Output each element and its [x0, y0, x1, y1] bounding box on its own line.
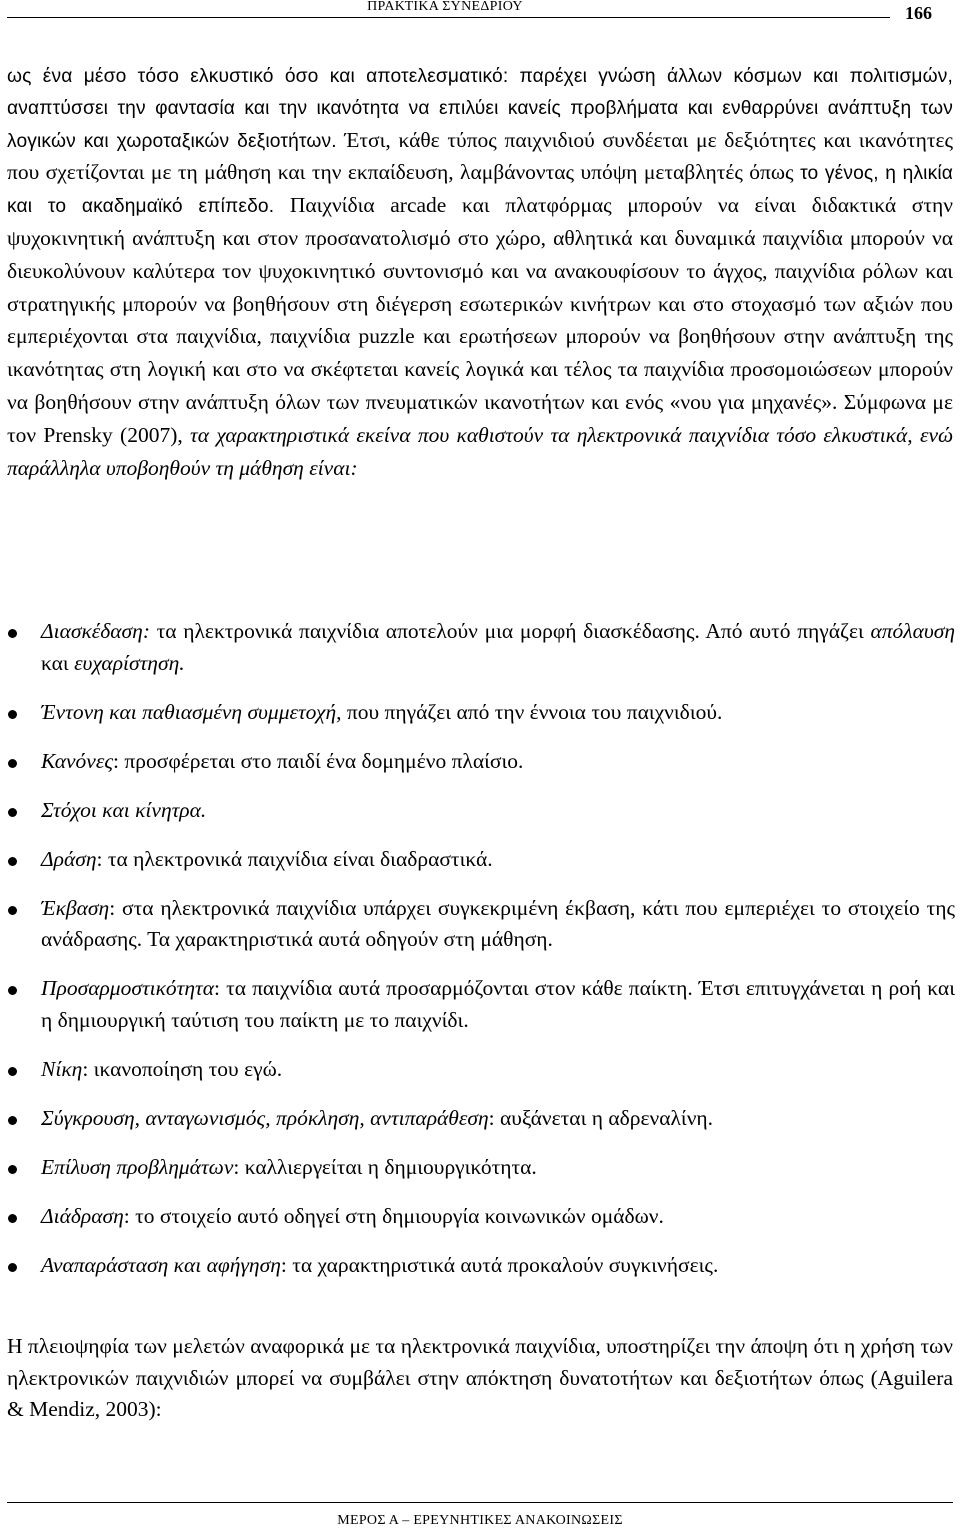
- bullet-icon: [8, 986, 17, 995]
- feature-term: Προσαρμοστικότητα: [41, 976, 215, 1000]
- feature-italic: απόλαυση: [870, 619, 955, 643]
- list-item: [0, 893, 955, 956]
- feature-term: Έκβαση: [41, 895, 110, 920]
- feature-text: : τα χαρακτηριστικά αυτά προκαλούν συγκινήσεις.: [280, 1252, 719, 1277]
- features-list: [0, 616, 955, 1299]
- feature-term: Διάδραση: [41, 1203, 124, 1228]
- list-item: [0, 616, 955, 679]
- feature-term: Στόχοι και κίνητρα.: [41, 797, 207, 822]
- intro-serif-text-2: Παιχνίδια arcade και πλατφόρμας μπορούν να είναι διδακτικά στην ψυχοκινητική ανάπτυξη και στον προσανατολισμό στο χώρο, αθλητικά και δυναμικά παιχνίδια μπορούν να διευκολύνουν καλύτερα τον ψυχοκινητικό συντονισμό και να ανακουφίσουν το άγχος, παιχνίδια ρόλων και στρατηγικής μπορούν να βοηθήσουν στη διέγερση εσωτερικών κινήτρων και στο στοχασμό των αξιών που εμπεριέχονται στα παιχνίδια, παιχνίδια puzzle και ερωτήσεων μπορούν να βοηθήσουν στην ανάπτυξη της ικανότητας στη λογική και στο να σκέφτεται κανείς λογικά και τέλος τα παιχνίδια προσομοιώσεων μπορούν να βοηθήσουν στην ανάπτυξη όλων των πνευματικών ικανοτήτων και ενός «νου για μηχανές».: [7, 193, 953, 414]
- list-item: [0, 1103, 955, 1135]
- bullet-icon: [8, 1165, 17, 1174]
- feature-text: : τα ηλεκτρονικά παιχνίδια είναι διαδραστικά.: [96, 846, 493, 871]
- closing-paragraph: Η πλειοψηφία των μελετών αναφορικά με τα ηλεκτρονικά παιχνίδια, υποστηρίζει την άποψη ότι η χρήση των ηλεκτρονικών παιχνιδιών μπορεί να συμβάλει στην απόκτηση δυνατοτήτων και δεξιοτήτων όπως (Aguilera & Mendiz, 2003):: [7, 1334, 953, 1422]
- bullet-icon: [8, 857, 17, 866]
- intro-sans-text: ως ένα μέσο τόσο ελκυστικό όσο και αποτελεσματικό: παρέχει γνώση άλλων κόσμων και πολιτισμών, αναπτύσσει την φαντασία και την ικανότητα να επιλύει κανείς προβλήματα και ενθαρρύνει ανάπτυξη των λογικών και χωροταξικών δεξιοτήτων.: [7, 66, 953, 152]
- bullet-icon: [8, 808, 17, 817]
- list-item: [0, 973, 955, 1036]
- list-item: [0, 844, 955, 876]
- feature-term: Διασκέδαση:: [41, 619, 150, 643]
- bullet-icon: [8, 1263, 17, 1272]
- bullet-icon: [8, 1067, 17, 1076]
- feature-term: Δράση: [41, 846, 97, 871]
- list-item: [0, 1201, 955, 1233]
- feature-text: που πηγάζει από την έννοια του παιχνιδιού.: [341, 699, 723, 724]
- feature-text: τα ηλεκτρονικά παιχνίδια αποτελούν μια μορφή διασκέδασης. Από αυτό πηγάζει: [149, 619, 871, 643]
- feature-text: : προσφέρεται στο παιδί ένα δομημένο πλαίσιο.: [113, 748, 524, 773]
- feature-term: Νίκη: [41, 1056, 83, 1081]
- list-item: [0, 795, 955, 827]
- intro-sans-text-2: το γένος, η ηλικία και το ακαδημαϊκό επίπεδο.: [7, 163, 953, 218]
- feature-text: : τα παιχνίδια αυτά προσαρμόζονται στον κάθε παίκτη. Έτσι επιτυγχάνεται η ροή και η δημιουργική ταύτιση του παίκτη με το παιχνίδι.: [41, 976, 955, 1032]
- list-item: [0, 746, 955, 778]
- feature-term: Σύγκρουση, ανταγωνισμός, πρόκληση, αντιπαράθεση: [41, 1105, 489, 1130]
- feature-text: : καλλιεργείται η δημιουργικότητα.: [233, 1154, 537, 1179]
- bullet-icon: [8, 1214, 17, 1223]
- intro-italic-text: τα χαρακτηριστικά εκείνα που καθιστούν τα ηλεκτρονικά παιχνίδια τόσο ελκυστικά, ενώ παράλληλα υποβοηθούν τη μάθηση είναι:: [7, 422, 953, 480]
- page-number: 166: [905, 3, 932, 23]
- footer-rule: [7, 1502, 953, 1503]
- feature-text: : το στοιχείο αυτό οδηγεί στη δημιουργία κοινωνικών ομάδων.: [123, 1203, 664, 1228]
- feature-term: Έντονη και παθιασμένη συμμετοχή,: [41, 699, 342, 724]
- list-item: [0, 1152, 955, 1184]
- list-item: [0, 1250, 955, 1282]
- feature-term: Επίλυση προβλημάτων: [41, 1154, 234, 1179]
- feature-text: : στα ηλεκτρονικά παιχνίδια υπάρχει συγκεκριμένη έκβαση, κάτι που εμπεριέχει το στοιχείο της ανάδρασης. Τα χαρακτηριστικά αυτά οδηγούν στη μάθηση.: [41, 895, 955, 951]
- bullet-icon: [8, 759, 17, 768]
- feature-text: : ικανοποίηση του εγώ.: [82, 1056, 283, 1081]
- intro-paragraph: [7, 61, 953, 485]
- bullet-icon: [8, 710, 17, 719]
- feature-text: : αυξάνεται η αδρεναλίνη.: [488, 1105, 714, 1130]
- intro-serif-text-1: Έτσι, κάθε τύπος παιχνιδιού συνδέεται με δεξιότητες και ικανότητες που σχετίζονται με τη μάθηση και την εκπαίδευση, λαμβάνοντας υπόψη μεταβλητές όπως: [7, 127, 953, 185]
- bullet-icon: [8, 629, 17, 638]
- feature-italic: ευχαρίστηση.: [74, 650, 185, 675]
- feature-term: Αναπαράσταση και αφήγηση: [41, 1252, 281, 1277]
- list-item: [0, 1054, 955, 1086]
- running-head: ΠΡΑΚΤΙΚΑ ΣΥΝΕΔΡΙΟΥ: [367, 0, 523, 14]
- feature-text: και: [41, 650, 75, 675]
- intro-serif-text-3: Σύμφωνα με τον Prensky (2007),: [7, 389, 953, 447]
- header-rule: [7, 17, 890, 18]
- list-item: [0, 697, 955, 729]
- running-foot: ΜΕΡΟΣ Α – ΕΡΕΥΝΗΤΙΚΕΣ ΑΝΑΚΟΙΝΩΣΕΙΣ: [337, 1513, 623, 1528]
- bullet-icon: [8, 1116, 17, 1125]
- bullet-icon: [8, 906, 17, 915]
- feature-term: Κανόνες: [41, 748, 114, 773]
